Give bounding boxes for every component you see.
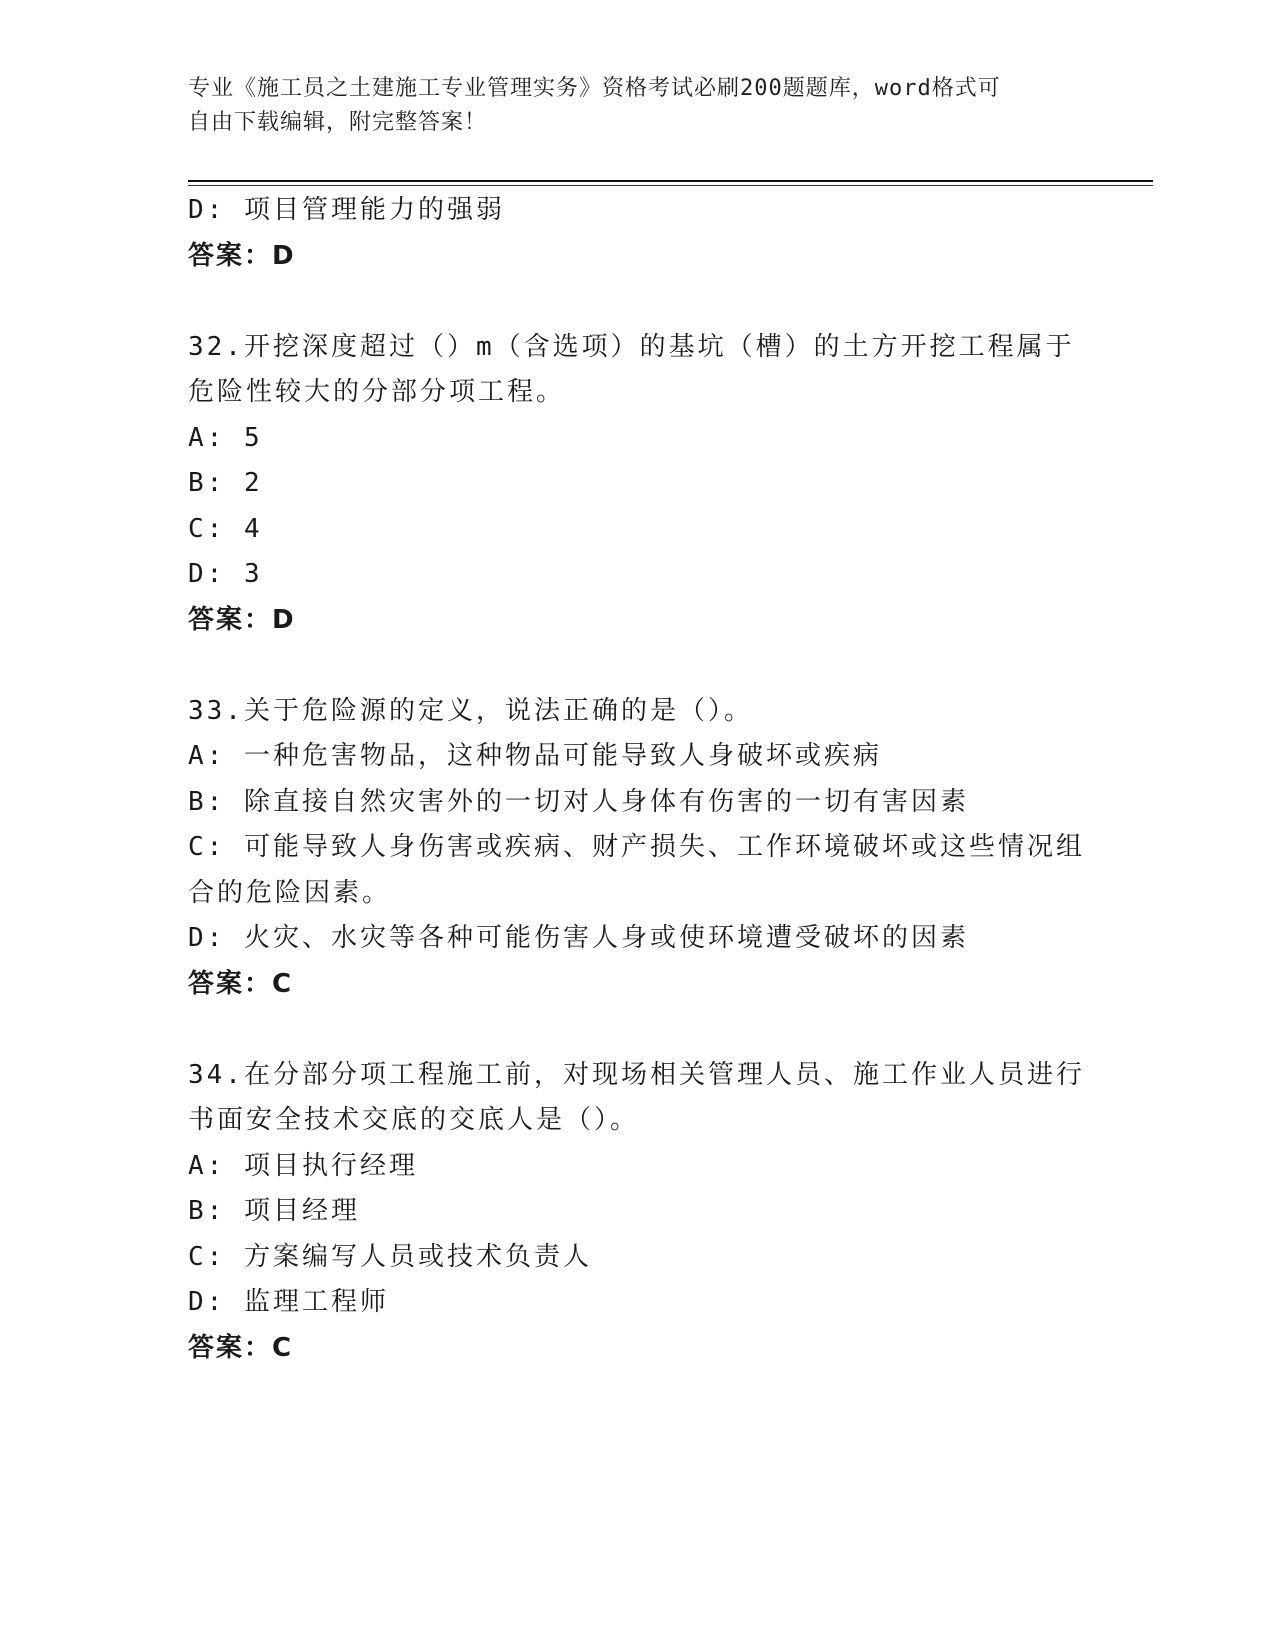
option-c-cont: 合的危险因素。 (188, 877, 392, 908)
prev-answer: 答案：D (188, 240, 296, 271)
question-stem: 32.开挖深度超过（）m（含选项）的基坑（槽）的土方开挖工程属于 (188, 331, 1075, 362)
option-c: C: 可能导致人身伤害或疾病、财产损失、工作环境破坏或这些情况组 (188, 832, 1085, 862)
option-b: B: 2 (188, 468, 263, 498)
prev-option-d: D: 项目管理能力的强弱 (188, 195, 505, 225)
header-line-1: 专业《施工员之土建施工专业管理实务》资格考试必刷200题题库，word格式可 (188, 76, 1001, 101)
option-c: C: 方案编写人员或技术负责人 (188, 1241, 592, 1272)
question-stem: 33.关于危险源的定义，说法正确的是（）。 (188, 695, 753, 726)
question-stem-cont: 书面安全技术交底的交底人是（）。 (188, 1105, 640, 1135)
question-stem-cont: 危险性较大的分部分项工程。 (188, 377, 566, 407)
header-divider-thin (188, 185, 1153, 186)
header-divider-thick (188, 180, 1153, 182)
answer: 答案：D (188, 604, 296, 635)
spacer (188, 1007, 1088, 1053)
option-d: D: 3 (188, 559, 263, 589)
option-a: A: 5 (188, 422, 263, 453)
question-content (188, 188, 1088, 1371)
question-33 (188, 689, 1088, 1008)
option-a: A: 一种危害物品，这种物品可能导致人身破坏或疾病 (188, 741, 882, 771)
answer: 答案：C (188, 968, 294, 999)
document-header (188, 72, 1088, 140)
spacer (188, 643, 1088, 689)
question-34 (188, 1053, 1088, 1372)
option-c: C: 4 (188, 513, 263, 544)
option-b: B: 除直接自然灾害外的一切对人身体有伤害的一切有害因素 (188, 786, 969, 817)
question-stem: 34.在分部分项工程施工前，对现场相关管理人员、施工作业人员进行 (188, 1059, 1085, 1090)
question-32 (188, 325, 1088, 644)
option-d: D: 监理工程师 (188, 1287, 389, 1317)
option-d: D: 火灾、水灾等各种可能伤害人身或使环境遭受破坏的因素 (188, 923, 969, 953)
answer: 答案：C (188, 1332, 294, 1363)
option-b: B: 项目经理 (188, 1196, 360, 1226)
spacer (188, 279, 1088, 325)
option-a: A: 项目执行经理 (188, 1150, 418, 1181)
header-line-2: 自由下载编辑，附完整答案！ (188, 110, 488, 135)
